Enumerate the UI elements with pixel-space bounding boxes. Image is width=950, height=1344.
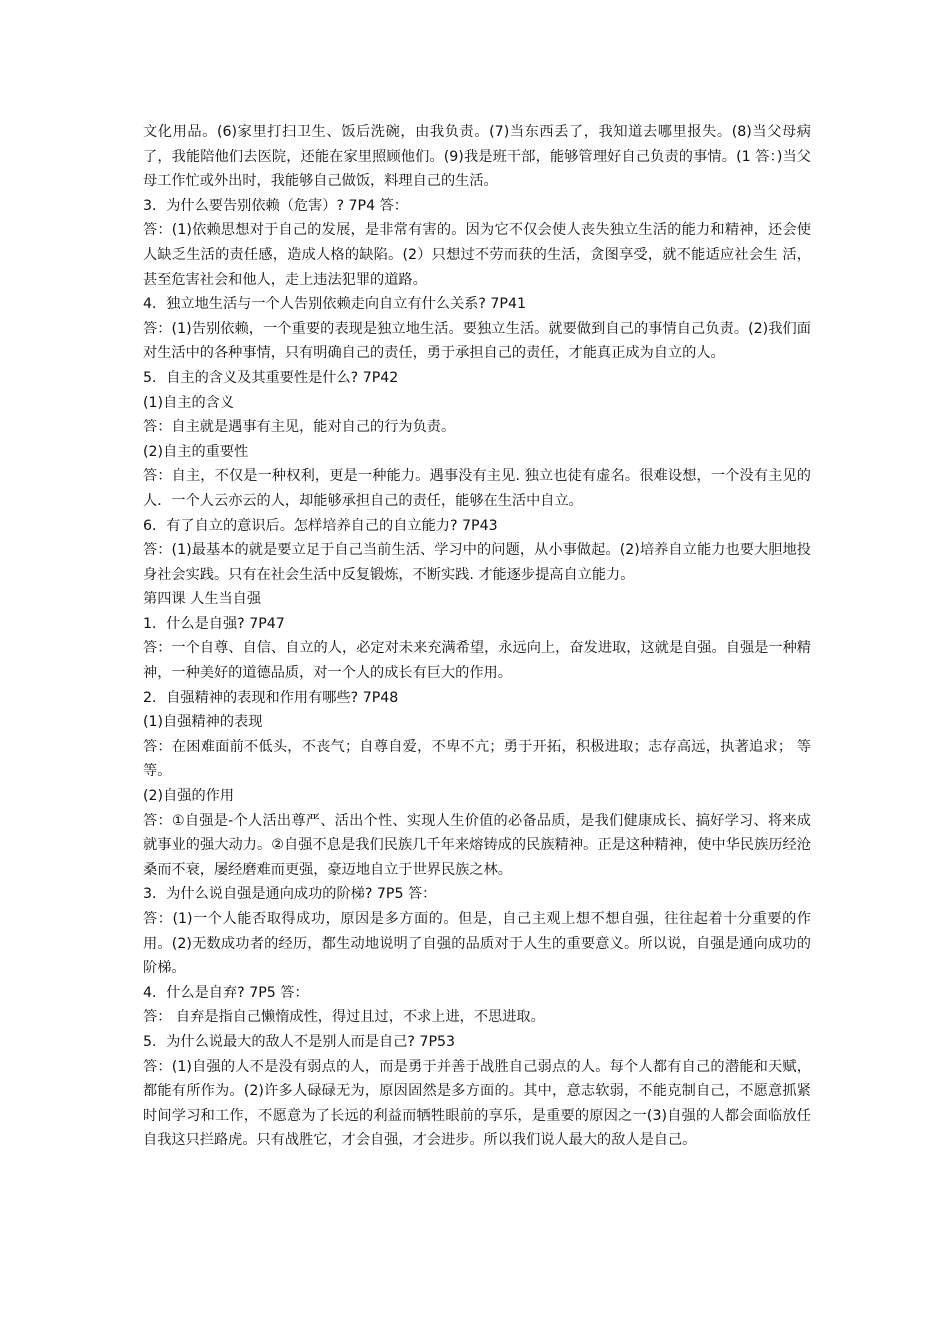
l4-answer-3: 答：(1)一个人能否取得成功，原因是多方面的。但是，自己主观上想不想自强，往往起着十分重要的作用。(2)无数成功者的经历，都生动地说明了自强的品质对于人生的重要意义。所以说，自强是通向成功的阶梯。: [143, 911, 811, 977]
question-5-heading: 5．自主的含义及其重要性是什么? 7P42: [143, 369, 399, 386]
document-body: [143, 120, 811, 1153]
answer-self-strength-role: 答：①自强是-个人活出尊严、活出个性、实现人生价值的必备品质，是我们健康成长、搞好学习、将来成就事业的强大动力。②自强不息是我们民族几千年来熔铸成的民族精神。正是这种精神，使中华民族历经沧桑而不衰，屡经磨难而更强，豪迈地自立于世界民族之林。: [143, 812, 811, 878]
subheading-autonomy-meaning: (1)自主的含义: [143, 394, 235, 411]
answer-autonomy-importance: 答：自主，不仅是一种权利，更是一种能力。遇事没有主见. 独立也徒有虚名。很难设想，一个没有主见的人．一个人云亦云的人，却能够承担自己的责任，能够在生活中自立。: [143, 468, 811, 509]
l4-question-4-heading: 4．什么是自弃? 7P5 答：: [143, 984, 309, 1001]
l4-answer-4: 答： 自弃是指自己懒惰成性，得过且过，不求上进，不思进取。: [143, 1009, 545, 1026]
answer-4: 答：(1)告别依赖，一个重要的表现是独立地生活。要独立生活。就要做到自己的事情自己负责。(2)我们面对生活中的各种事情，只有明确自己的责任，勇于承担自己的责任，才能真正成为自立的人。: [143, 320, 811, 362]
answer-6: 答：(1)最基本的就是要立足于自己当前生活、学习中的问题，从小事做起。(2)培养自立能力也要大胆地投身社会实践。只有在社会生活中反复锻炼，不断实践. 才能逐步提高自立能力。: [143, 542, 811, 583]
answer-3: 答：(1)依赖思想对于自己的发展，是非常有害的。因为它不仅会使人丧失独立生活的能力和精神，还会使人缺乏生活的责任感，造成人格的缺陷。(2）只想过不劳而获的生活，贪图享受，就不能适应社会生 活，甚至危害社会和他人，走上违法犯罪的道路。: [143, 222, 811, 288]
subheading-autonomy-importance: (2)自主的重要性: [143, 443, 249, 460]
l4-question-1-heading: 1．什么是自强? 7P47: [143, 615, 285, 632]
question-4-heading: 4．独立地生活与一个人告别依赖走向自立有什么关系? 7P41: [143, 296, 527, 313]
paragraph-1: 文化用品。(6)家里打扫卫生、饭后洗碗，由我负责。(7)当东西丢了，我知道去哪里报失。(8)当父母病了，我能陪他们去医院，还能在家里照顾他们。(9)我是班干部，能够管理好自己负责的事情。(1 答：)当父母工作忙或外出时，我能够自己做饭，料理自己的生活。: [143, 124, 811, 190]
l4-question-3-heading: 3．为什么说自强是通向成功的阶梯? 7P5 答：: [143, 886, 437, 903]
question-6-heading: 6．有了自立的意识后。怎样培养自己的自立能力? 7P43: [143, 517, 498, 534]
l4-answer-1: 答：一个自尊、自信、自立的人，必定对未来充满希望，永远向上，奋发进取，这就是自强。自强是一种精神，一种美好的道德品质，对一个人的成长有巨大的作用。: [143, 640, 811, 682]
l4-question-2-heading: 2．自强精神的表现和作用有哪些? 7P48: [143, 689, 399, 706]
question-3-heading: 3．为什么要告别依赖（危害）? 7P4 答：: [143, 197, 408, 214]
answer-self-strength-expression: 答：在困难面前不低头，不丧气；自尊自爱，不卑不亢；勇于开拓，积极进取；志存高远，执著追求； 等等。: [143, 738, 811, 780]
l4-question-5-heading: 5．为什么说最大的敌人不是别人而是自己? 7P53: [143, 1033, 456, 1050]
subheading-self-strength-expression: (1)自强精神的表现: [143, 714, 263, 731]
lesson-4-title: 第四课 人生当自强: [143, 591, 262, 608]
l4-answer-5: 答：(1)自强的人不是没有弱点的人，而是勇于并善于战胜自己弱点的人。每个人都有自己的潜能和天赋，都能有所作为。(2)许多人碌碌无为，原因固然是多方面的。其中，意志软弱，不能克制自己，不愿意抓紧时间学习和工作，不愿意为了长远的利益而牺牲眼前的享乐，是重要的原因之一(3)自强的人都会面临放任自我这只拦路虎。只有战胜它，才会自强，才会进步。所以我们说人最大的敌人是自己。: [143, 1058, 811, 1149]
answer-autonomy-meaning: 答：自主就是遇事有主见，能对自己的行为负责。: [143, 419, 456, 436]
subheading-self-strength-role: (2)自强的作用: [143, 788, 235, 805]
